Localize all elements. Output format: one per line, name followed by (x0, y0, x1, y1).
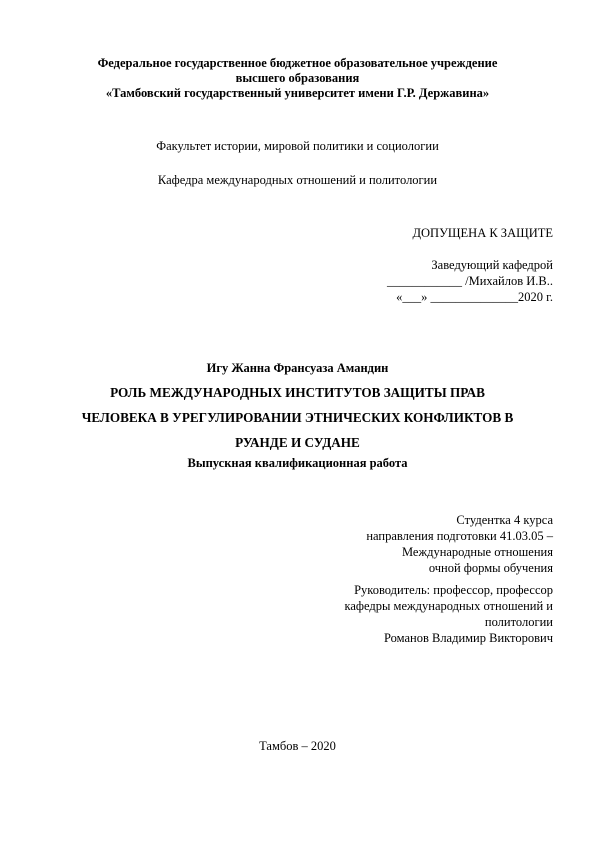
work-type: Выпускная квалификационная работа (187, 456, 408, 470)
department-name: Кафедра международных отношений и политологии (157, 173, 438, 187)
supervisor-name: Романов Владимир Викторович (383, 631, 553, 645)
student-course: Студентка 4 курса (456, 513, 553, 527)
supervisor-position: Руководитель: профессор, профессор (354, 583, 553, 597)
institution-line-1: Федеральное государственное бюджетное образовательное учреждение (97, 56, 498, 70)
student-program: Международные отношения (401, 545, 553, 559)
student-study-form: очной формы обучения (428, 561, 553, 575)
institution-line-2: высшего образования (235, 71, 360, 85)
approval-signature: ____________ /Михайлов И.В.. (387, 274, 553, 288)
supervisor-department-cont: политологии (484, 615, 553, 629)
approval-heading: ДОПУЩЕНА К ЗАЩИТЕ (412, 226, 553, 240)
supervisor-department: кафедры международных отношений и (344, 599, 553, 613)
faculty-name: Факультет истории, мировой политики и социологии (156, 139, 439, 153)
thesis-title-line-2: ЧЕЛОВЕКА В УРЕГУЛИРОВАНИИ ЭТНИЧЕСКИХ КОНФЛИКТОВ В (81, 410, 514, 425)
thesis-title-line-3: РУАНДЕ И СУДАНЕ (235, 435, 360, 450)
approval-block (387, 225, 553, 305)
author-name: Игу Жанна Франсуаза Амандин (206, 361, 389, 375)
approval-date: «___» ______________2020 г. (396, 290, 553, 304)
student-block (366, 512, 553, 576)
supervisor-block (345, 582, 554, 646)
city-year: Тамбов – 2020 (259, 739, 336, 753)
thesis-title-line-1: РОЛЬ МЕЖДУНАРОДНЫХ ИНСТИТУТОВ ЗАЩИТЫ ПРАВ (110, 385, 485, 400)
thesis-title (0, 380, 595, 455)
institution-name: «Тамбовский государственный университет имени Г.Р. Державина» (105, 86, 490, 100)
institution-header (0, 56, 595, 101)
student-direction: направления подготовки 41.03.05 – (366, 529, 553, 543)
approval-role: Заведующий кафедрой (431, 258, 553, 272)
